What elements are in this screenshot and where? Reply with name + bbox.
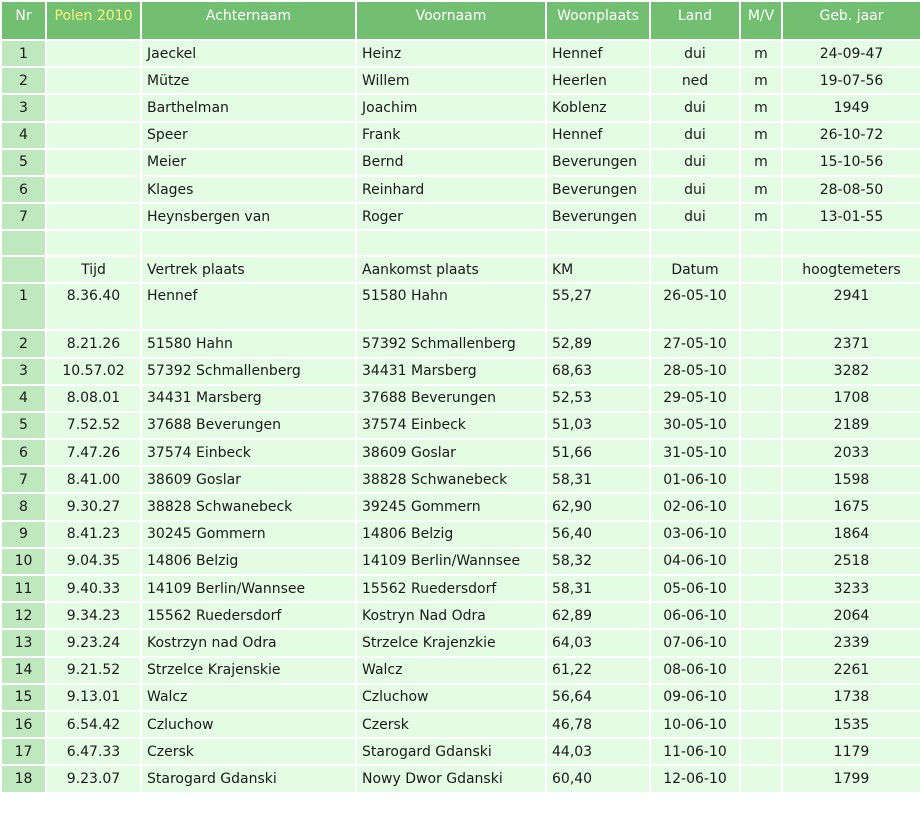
stage-elevation: 1535 bbox=[783, 712, 920, 737]
stage-row bbox=[2, 386, 920, 411]
stage-km: 51,66 bbox=[547, 440, 649, 465]
stage-nr: 2 bbox=[2, 331, 45, 356]
stage-date: 07-06-10 bbox=[651, 630, 739, 655]
stage-header-from: Vertrek plaats bbox=[142, 257, 355, 282]
stage-km: 68,63 bbox=[547, 359, 649, 384]
participant-last-name: Barthelman bbox=[142, 95, 355, 120]
stage-row bbox=[2, 440, 920, 465]
participant-nr: 2 bbox=[2, 68, 45, 93]
participant-gender: m bbox=[741, 123, 781, 148]
stage-blank bbox=[741, 549, 781, 574]
stage-elevation: 3282 bbox=[783, 359, 920, 384]
stage-elevation: 2064 bbox=[783, 603, 920, 628]
stage-km: 58,31 bbox=[547, 467, 649, 492]
stage-elevation: 3233 bbox=[783, 576, 920, 601]
participant-gender: m bbox=[741, 68, 781, 93]
stage-row bbox=[2, 603, 920, 628]
stage-nr: 11 bbox=[2, 576, 45, 601]
stage-to: 57392 Schmallenberg bbox=[357, 331, 545, 356]
participant-nr: 6 bbox=[2, 177, 45, 202]
stage-header-time: Tijd bbox=[47, 257, 140, 282]
stage-date: 26-05-10 bbox=[651, 284, 739, 329]
stage-km: 60,40 bbox=[547, 766, 649, 791]
stage-nr: 16 bbox=[2, 712, 45, 737]
stage-blank bbox=[741, 522, 781, 547]
stage-blank bbox=[741, 386, 781, 411]
participant-row bbox=[2, 123, 920, 148]
stage-row bbox=[2, 522, 920, 547]
spacer-cell bbox=[142, 231, 355, 255]
stage-time: 9.40.33 bbox=[47, 576, 140, 601]
header-first-name: Voornaam bbox=[357, 2, 545, 39]
stage-from: Walcz bbox=[142, 685, 355, 710]
spacer-cell bbox=[357, 231, 545, 255]
participant-blank bbox=[47, 204, 140, 229]
participant-birth: 13-01-55 bbox=[783, 204, 920, 229]
spacer-cell bbox=[741, 231, 781, 255]
participant-birth: 24-09-47 bbox=[783, 41, 920, 66]
stage-nr: 4 bbox=[2, 386, 45, 411]
participant-blank bbox=[47, 68, 140, 93]
stage-elevation: 2033 bbox=[783, 440, 920, 465]
stage-blank bbox=[741, 712, 781, 737]
stage-date: 10-06-10 bbox=[651, 712, 739, 737]
stage-nr: 9 bbox=[2, 522, 45, 547]
stage-from: 38828 Schwanebeck bbox=[142, 494, 355, 519]
stage-elevation: 1864 bbox=[783, 522, 920, 547]
stage-elevation: 2371 bbox=[783, 331, 920, 356]
stage-blank bbox=[741, 440, 781, 465]
stage-time: 7.52.52 bbox=[47, 413, 140, 438]
stage-time: 9.04.35 bbox=[47, 549, 140, 574]
participant-birth: 28-08-50 bbox=[783, 177, 920, 202]
participant-country: dui bbox=[651, 123, 739, 148]
stage-row bbox=[2, 685, 920, 710]
participant-first-name: Reinhard bbox=[357, 177, 545, 202]
stage-nr: 14 bbox=[2, 658, 45, 683]
stage-date: 29-05-10 bbox=[651, 386, 739, 411]
participant-blank bbox=[47, 123, 140, 148]
stage-row bbox=[2, 331, 920, 356]
stage-from: 15562 Ruedersdorf bbox=[142, 603, 355, 628]
participant-nr: 5 bbox=[2, 150, 45, 175]
stage-time: 9.30.27 bbox=[47, 494, 140, 519]
participant-gender: m bbox=[741, 177, 781, 202]
stage-blank bbox=[741, 494, 781, 519]
stage-time: 9.13.01 bbox=[47, 685, 140, 710]
participant-nr: 4 bbox=[2, 123, 45, 148]
participant-country: dui bbox=[651, 177, 739, 202]
participant-row bbox=[2, 150, 920, 175]
stage-nr: 8 bbox=[2, 494, 45, 519]
stage-blank bbox=[741, 630, 781, 655]
participant-nr: 1 bbox=[2, 41, 45, 66]
stage-to: Starogard Gdanski bbox=[357, 739, 545, 764]
stage-time: 9.34.23 bbox=[47, 603, 140, 628]
stage-from: Hennef bbox=[142, 284, 355, 329]
participant-last-name: Speer bbox=[142, 123, 355, 148]
participant-first-name: Heinz bbox=[357, 41, 545, 66]
header-title: Polen 2010 bbox=[47, 2, 140, 39]
stage-km: 58,31 bbox=[547, 576, 649, 601]
stage-row bbox=[2, 576, 920, 601]
stage-blank bbox=[741, 284, 781, 329]
header-gender: M/V bbox=[741, 2, 781, 39]
stage-from: 14806 Belzig bbox=[142, 549, 355, 574]
participant-row bbox=[2, 68, 920, 93]
stage-km: 46,78 bbox=[547, 712, 649, 737]
stage-km: 61,22 bbox=[547, 658, 649, 683]
participant-nr: 7 bbox=[2, 204, 45, 229]
stage-km: 62,90 bbox=[547, 494, 649, 519]
stage-from: Czersk bbox=[142, 739, 355, 764]
participant-last-name: Heynsbergen van bbox=[142, 204, 355, 229]
stage-from: 34431 Marsberg bbox=[142, 386, 355, 411]
stage-date: 08-06-10 bbox=[651, 658, 739, 683]
stage-row bbox=[2, 766, 920, 791]
stage-to: 39245 Gommern bbox=[357, 494, 545, 519]
participant-birth: 15-10-56 bbox=[783, 150, 920, 175]
stage-to: Strzelce Krajenzkie bbox=[357, 630, 545, 655]
stage-from: 14109 Berlin/Wannsee bbox=[142, 576, 355, 601]
stage-elevation: 1598 bbox=[783, 467, 920, 492]
stage-km: 56,40 bbox=[547, 522, 649, 547]
participant-city: Hennef bbox=[547, 123, 649, 148]
stage-date: 06-06-10 bbox=[651, 603, 739, 628]
participant-birth: 26-10-72 bbox=[783, 123, 920, 148]
stage-to: Czluchow bbox=[357, 685, 545, 710]
stage-to: Kostryn Nad Odra bbox=[357, 603, 545, 628]
participant-city: Beverungen bbox=[547, 150, 649, 175]
stage-from: Strzelce Krajenskie bbox=[142, 658, 355, 683]
participant-city: Heerlen bbox=[547, 68, 649, 93]
participant-birth: 19-07-56 bbox=[783, 68, 920, 93]
stage-row bbox=[2, 549, 920, 574]
stage-to: Nowy Dwor Gdanski bbox=[357, 766, 545, 791]
participant-row bbox=[2, 41, 920, 66]
stage-nr: 13 bbox=[2, 630, 45, 655]
stage-row bbox=[2, 630, 920, 655]
participant-first-name: Bernd bbox=[357, 150, 545, 175]
stage-row bbox=[2, 467, 920, 492]
participant-country: ned bbox=[651, 68, 739, 93]
stage-time: 7.47.26 bbox=[47, 440, 140, 465]
stage-from: Kostrzyn nad Odra bbox=[142, 630, 355, 655]
stage-date: 27-05-10 bbox=[651, 331, 739, 356]
stage-nr: 6 bbox=[2, 440, 45, 465]
stage-date: 31-05-10 bbox=[651, 440, 739, 465]
stage-to: 51580 Hahn bbox=[357, 284, 545, 329]
stage-elevation: 1738 bbox=[783, 685, 920, 710]
stage-row bbox=[2, 712, 920, 737]
stage-km: 56,64 bbox=[547, 685, 649, 710]
participant-first-name: Willem bbox=[357, 68, 545, 93]
stage-time: 6.47.33 bbox=[47, 739, 140, 764]
stage-row bbox=[2, 739, 920, 764]
participant-first-name: Frank bbox=[357, 123, 545, 148]
stage-to: 14806 Belzig bbox=[357, 522, 545, 547]
spacer-cell bbox=[783, 231, 920, 255]
participant-row bbox=[2, 204, 920, 229]
participant-gender: m bbox=[741, 204, 781, 229]
stage-blank bbox=[741, 739, 781, 764]
stage-blank bbox=[741, 359, 781, 384]
spacer-cell bbox=[47, 231, 140, 255]
stage-elevation: 1799 bbox=[783, 766, 920, 791]
participant-last-name: Mütze bbox=[142, 68, 355, 93]
participant-last-name: Klages bbox=[142, 177, 355, 202]
participant-row bbox=[2, 95, 920, 120]
stage-header-blank bbox=[2, 257, 45, 282]
stage-from: 38609 Goslar bbox=[142, 467, 355, 492]
stage-time: 9.23.24 bbox=[47, 630, 140, 655]
stage-km: 55,27 bbox=[547, 284, 649, 329]
stage-km: 51,03 bbox=[547, 413, 649, 438]
stage-date: 05-06-10 bbox=[651, 576, 739, 601]
stage-header-date: Datum bbox=[651, 257, 739, 282]
stage-time: 10.57.02 bbox=[47, 359, 140, 384]
stage-time: 9.23.07 bbox=[47, 766, 140, 791]
participant-city: Beverungen bbox=[547, 177, 649, 202]
stage-from: 51580 Hahn bbox=[142, 331, 355, 356]
header-birth: Geb. jaar bbox=[783, 2, 920, 39]
participant-blank bbox=[47, 177, 140, 202]
stage-from: Czluchow bbox=[142, 712, 355, 737]
stage-blank bbox=[741, 658, 781, 683]
stage-header-km: KM bbox=[547, 257, 649, 282]
stage-blank bbox=[741, 685, 781, 710]
stage-blank bbox=[741, 766, 781, 791]
stage-date: 02-06-10 bbox=[651, 494, 739, 519]
spacer-cell bbox=[651, 231, 739, 255]
participant-blank bbox=[47, 41, 140, 66]
stage-row bbox=[2, 359, 920, 384]
stage-km: 64,03 bbox=[547, 630, 649, 655]
stage-time: 8.41.00 bbox=[47, 467, 140, 492]
stage-nr: 18 bbox=[2, 766, 45, 791]
stage-to: 38828 Schwanebeck bbox=[357, 467, 545, 492]
stage-date: 03-06-10 bbox=[651, 522, 739, 547]
stage-km: 58,32 bbox=[547, 549, 649, 574]
participant-blank bbox=[47, 150, 140, 175]
stage-row bbox=[2, 658, 920, 683]
participant-gender: m bbox=[741, 150, 781, 175]
stage-header-to: Aankomst plaats bbox=[357, 257, 545, 282]
stage-nr: 12 bbox=[2, 603, 45, 628]
stage-to: Walcz bbox=[357, 658, 545, 683]
stage-date: 04-06-10 bbox=[651, 549, 739, 574]
stage-to: 37688 Beverungen bbox=[357, 386, 545, 411]
stage-nr: 5 bbox=[2, 413, 45, 438]
stage-blank bbox=[741, 576, 781, 601]
header-nr: Nr bbox=[2, 2, 45, 39]
stage-elevation: 1675 bbox=[783, 494, 920, 519]
participant-first-name: Joachim bbox=[357, 95, 545, 120]
header-last-name: Achternaam bbox=[142, 2, 355, 39]
stage-to: 37574 Einbeck bbox=[357, 413, 545, 438]
participant-country: dui bbox=[651, 95, 739, 120]
stage-date: 28-05-10 bbox=[651, 359, 739, 384]
stage-from: 37688 Beverungen bbox=[142, 413, 355, 438]
stage-row bbox=[2, 284, 920, 329]
participant-city: Beverungen bbox=[547, 204, 649, 229]
participant-last-name: Jaeckel bbox=[142, 41, 355, 66]
stage-to: 34431 Marsberg bbox=[357, 359, 545, 384]
stage-blank bbox=[741, 331, 781, 356]
stage-row bbox=[2, 413, 920, 438]
stage-blank bbox=[741, 467, 781, 492]
stage-from: Starogard Gdanski bbox=[142, 766, 355, 791]
stage-km: 44,03 bbox=[547, 739, 649, 764]
stage-time: 8.08.01 bbox=[47, 386, 140, 411]
stage-elevation: 2261 bbox=[783, 658, 920, 683]
stage-elevation: 1179 bbox=[783, 739, 920, 764]
participant-last-name: Meier bbox=[142, 150, 355, 175]
stage-nr: 10 bbox=[2, 549, 45, 574]
stage-to: 14109 Berlin/Wannsee bbox=[357, 549, 545, 574]
participant-country: dui bbox=[651, 41, 739, 66]
stage-date: 01-06-10 bbox=[651, 467, 739, 492]
stage-elevation: 2518 bbox=[783, 549, 920, 574]
header-city: Woonplaats bbox=[547, 2, 649, 39]
stage-time: 8.21.26 bbox=[47, 331, 140, 356]
stage-elevation: 1708 bbox=[783, 386, 920, 411]
stage-km: 62,89 bbox=[547, 603, 649, 628]
stage-from: 30245 Gommern bbox=[142, 522, 355, 547]
stage-date: 12-06-10 bbox=[651, 766, 739, 791]
stage-km: 52,53 bbox=[547, 386, 649, 411]
stage-date: 09-06-10 bbox=[651, 685, 739, 710]
stage-to: Czersk bbox=[357, 712, 545, 737]
participant-row bbox=[2, 177, 920, 202]
stage-to: 15562 Ruedersdorf bbox=[357, 576, 545, 601]
stage-nr: 15 bbox=[2, 685, 45, 710]
stage-km: 52,89 bbox=[547, 331, 649, 356]
participant-city: Hennef bbox=[547, 41, 649, 66]
spacer-cell bbox=[547, 231, 649, 255]
stage-from: 57392 Schmallenberg bbox=[142, 359, 355, 384]
stage-date: 11-06-10 bbox=[651, 739, 739, 764]
stage-nr: 1 bbox=[2, 284, 45, 329]
participant-gender: m bbox=[741, 41, 781, 66]
participant-country: dui bbox=[651, 204, 739, 229]
spacer-cell bbox=[2, 231, 45, 255]
participant-city: Koblenz bbox=[547, 95, 649, 120]
stage-nr: 17 bbox=[2, 739, 45, 764]
stage-from: 37574 Einbeck bbox=[142, 440, 355, 465]
participant-nr: 3 bbox=[2, 95, 45, 120]
stage-elevation: 2189 bbox=[783, 413, 920, 438]
participant-country: dui bbox=[651, 150, 739, 175]
stage-time: 8.41.23 bbox=[47, 522, 140, 547]
stage-header-row bbox=[2, 257, 920, 282]
stage-elevation: 2941 bbox=[783, 284, 920, 329]
stage-time: 8.36.40 bbox=[47, 284, 140, 329]
participant-gender: m bbox=[741, 95, 781, 120]
header-row bbox=[2, 2, 920, 39]
spacer-row bbox=[2, 231, 920, 255]
participant-first-name: Roger bbox=[357, 204, 545, 229]
participant-blank bbox=[47, 95, 140, 120]
stage-to: 38609 Goslar bbox=[357, 440, 545, 465]
stage-nr: 7 bbox=[2, 467, 45, 492]
stage-blank bbox=[741, 603, 781, 628]
stage-row bbox=[2, 494, 920, 519]
stage-header-elevation: hoogtemeters bbox=[783, 257, 920, 282]
stage-elevation: 2339 bbox=[783, 630, 920, 655]
stage-time: 9.21.52 bbox=[47, 658, 140, 683]
header-country: Land bbox=[651, 2, 739, 39]
stage-date: 30-05-10 bbox=[651, 413, 739, 438]
stage-blank bbox=[741, 413, 781, 438]
stage-time: 6.54.42 bbox=[47, 712, 140, 737]
participant-birth: 1949 bbox=[783, 95, 920, 120]
stage-nr: 3 bbox=[2, 359, 45, 384]
stage-header-blank2 bbox=[741, 257, 781, 282]
